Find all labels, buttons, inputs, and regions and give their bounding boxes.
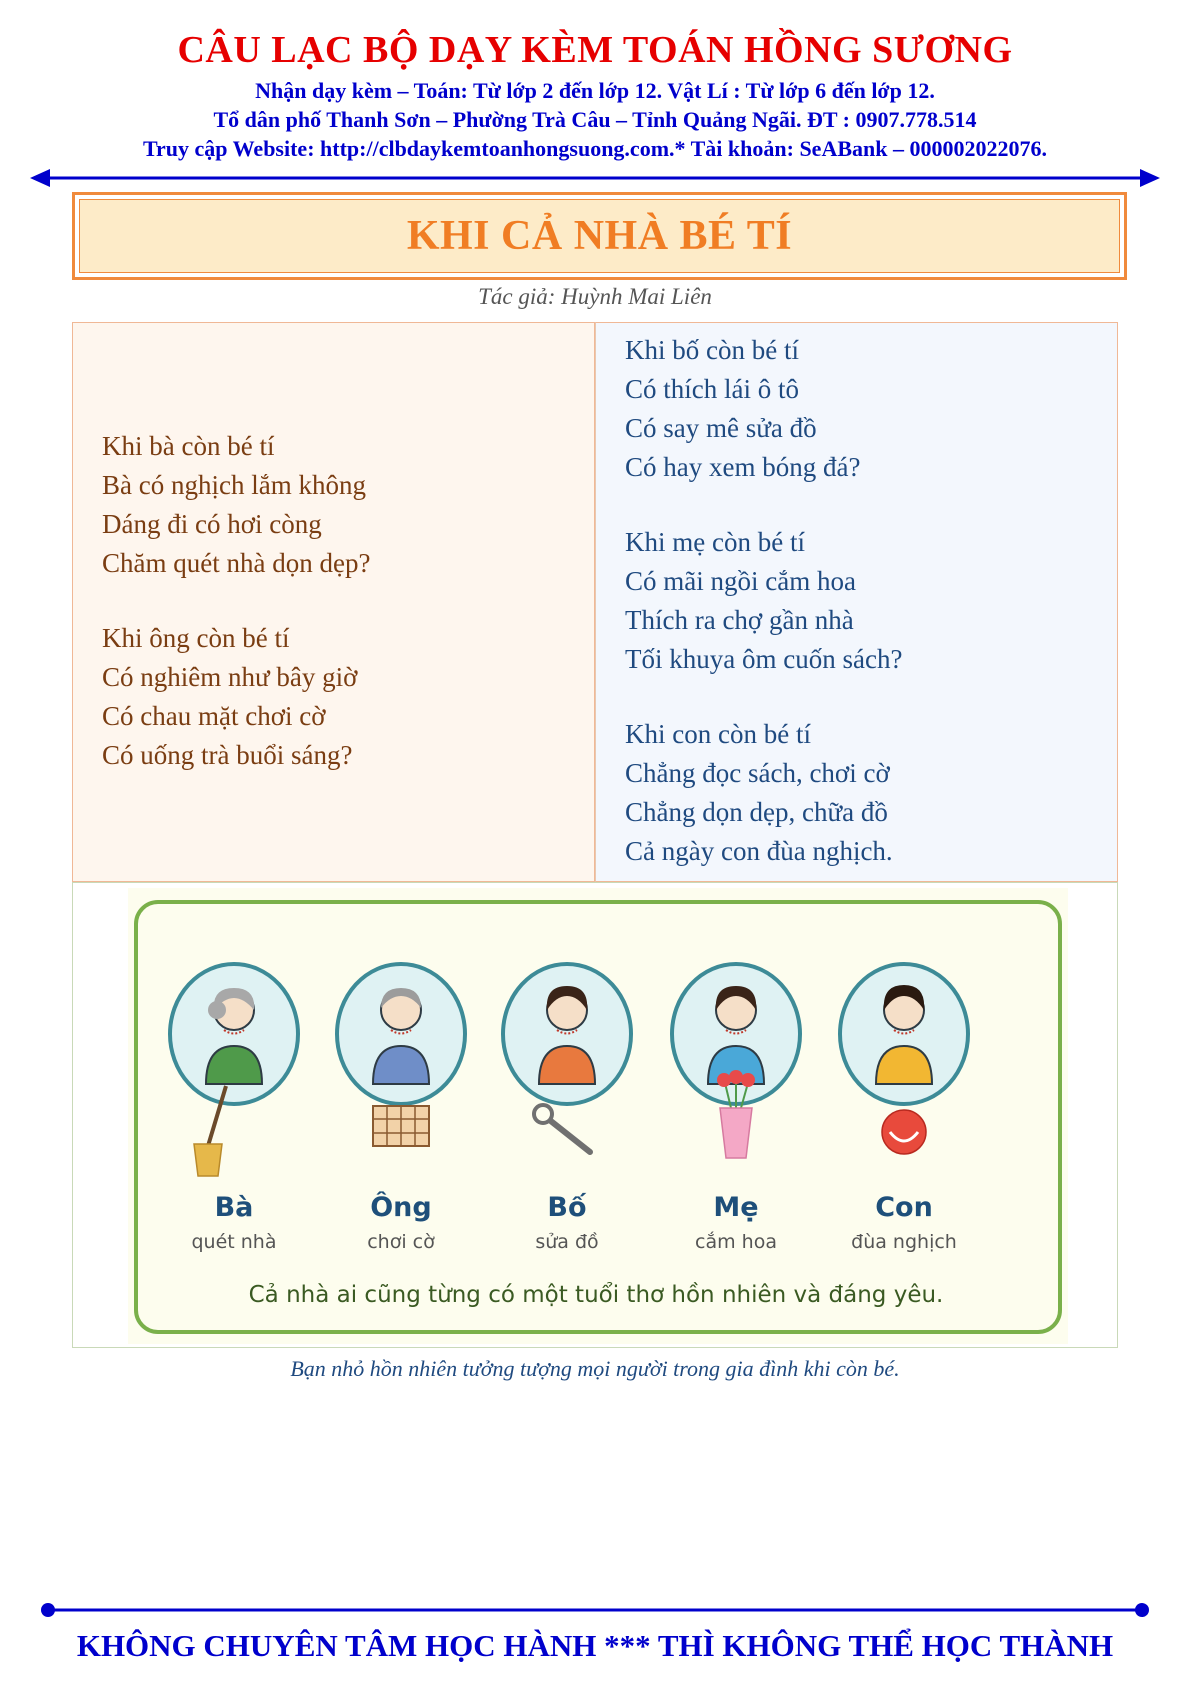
poem-line: Có mãi ngồi cắm hoa	[625, 566, 856, 596]
character-name-ong: Ông	[370, 1192, 432, 1223]
poem-left-panel	[72, 322, 595, 882]
poem-line: Có say mê sửa đồ	[625, 413, 817, 443]
header-address: Tổ dân phố Thanh Sơn – Phường Trà Câu – Tỉnh Quảng Ngãi. ĐT : 0907.778.514	[213, 107, 977, 132]
poem-line: Tối khuya ôm cuốn sách?	[625, 644, 903, 674]
header-services: Nhận dạy kèm – Toán: Từ lớp 2 đến lớp 12. Vật Lí : Từ lớp 6 đến lớp 12.	[255, 78, 935, 103]
poem-right-panel	[595, 322, 1118, 882]
footer-divider	[40, 1602, 1150, 1618]
figure-caption: Bạn nhỏ hồn nhiên tưởng tượng mọi người trong gia đình khi còn bé.	[290, 1356, 900, 1381]
illustration-frame	[72, 882, 1118, 1348]
character-desc-bo: sửa đồ	[535, 1231, 599, 1253]
poem-line: Bà có nghịch lắm không	[102, 470, 366, 500]
stanza-ong	[102, 619, 357, 775]
character-desc-con: đùa nghịch	[851, 1231, 957, 1253]
poem-line: Có chau mặt chơi cờ	[102, 701, 326, 731]
poem-line: Có thích lái ô tô	[625, 374, 799, 404]
stanza-bo	[625, 331, 860, 487]
character-desc-ba: quét nhà	[191, 1231, 277, 1253]
poem-author: Tác giả: Huỳnh Mai Liên	[478, 284, 712, 309]
character-name-me: Mẹ	[713, 1192, 759, 1223]
poem-line: Cả ngày con đùa nghịch.	[625, 836, 893, 866]
poem-line: Thích ra chợ gần nhà	[625, 605, 854, 635]
poem-line: Khi con còn bé tí	[625, 719, 811, 749]
poem-line: Khi ông còn bé tí	[102, 623, 290, 653]
poem-line: Khi bà còn bé tí	[102, 431, 275, 461]
poem-line: Dáng đi có hơi còng	[102, 509, 322, 539]
character-desc-me: cắm hoa	[695, 1231, 777, 1253]
poem-title-box	[72, 192, 1127, 280]
family-illustration	[128, 888, 1068, 1344]
poem-line: Chăm quét nhà dọn dẹp?	[102, 548, 371, 578]
illustration-inner-caption: Cả nhà ai cũng từng có một tuổi thơ hồn nhiên và đáng yêu.	[248, 1282, 944, 1308]
stanza-con	[625, 715, 893, 871]
poem-line: Khi bố còn bé tí	[625, 335, 799, 365]
double-arrow-divider	[30, 166, 1160, 190]
poem-title: KHI CẢ NHÀ BÉ TÍ	[406, 213, 793, 259]
poem-line: Chẳng đọc sách, chơi cờ	[625, 758, 890, 788]
chessboard-icon	[373, 1106, 429, 1146]
stanza-ba	[102, 427, 370, 583]
poem-line: Có nghiêm như bây giờ	[102, 662, 358, 692]
stanza-me	[625, 523, 902, 679]
ball-icon	[882, 1110, 926, 1154]
footer-motto: KHÔNG CHUYÊN TÂM HỌC HÀNH *** THÌ KHÔNG THỂ HỌC THÀNH	[76, 1628, 1114, 1663]
character-name-con: Con	[875, 1192, 933, 1223]
club-title: CÂU LẠC BỘ DẠY KÈM TOÁN HỒNG SƯƠNG	[177, 29, 1013, 71]
poem-line: Có uống trà buổi sáng?	[102, 740, 353, 770]
poem-line: Chẳng dọn dẹp, chữa đồ	[625, 797, 888, 827]
character-desc-ong: chơi cờ	[367, 1231, 435, 1253]
poem-line: Khi mẹ còn bé tí	[625, 527, 805, 557]
character-name-bo: Bố	[547, 1192, 587, 1223]
header-website: Truy cập Website: http://clbdaykemtoanhongsuong.com.* Tài khoản: SeABank – 000002022076.	[143, 136, 1047, 161]
poem-line: Có hay xem bóng đá?	[625, 452, 861, 482]
character-name-ba: Bà	[214, 1192, 254, 1223]
